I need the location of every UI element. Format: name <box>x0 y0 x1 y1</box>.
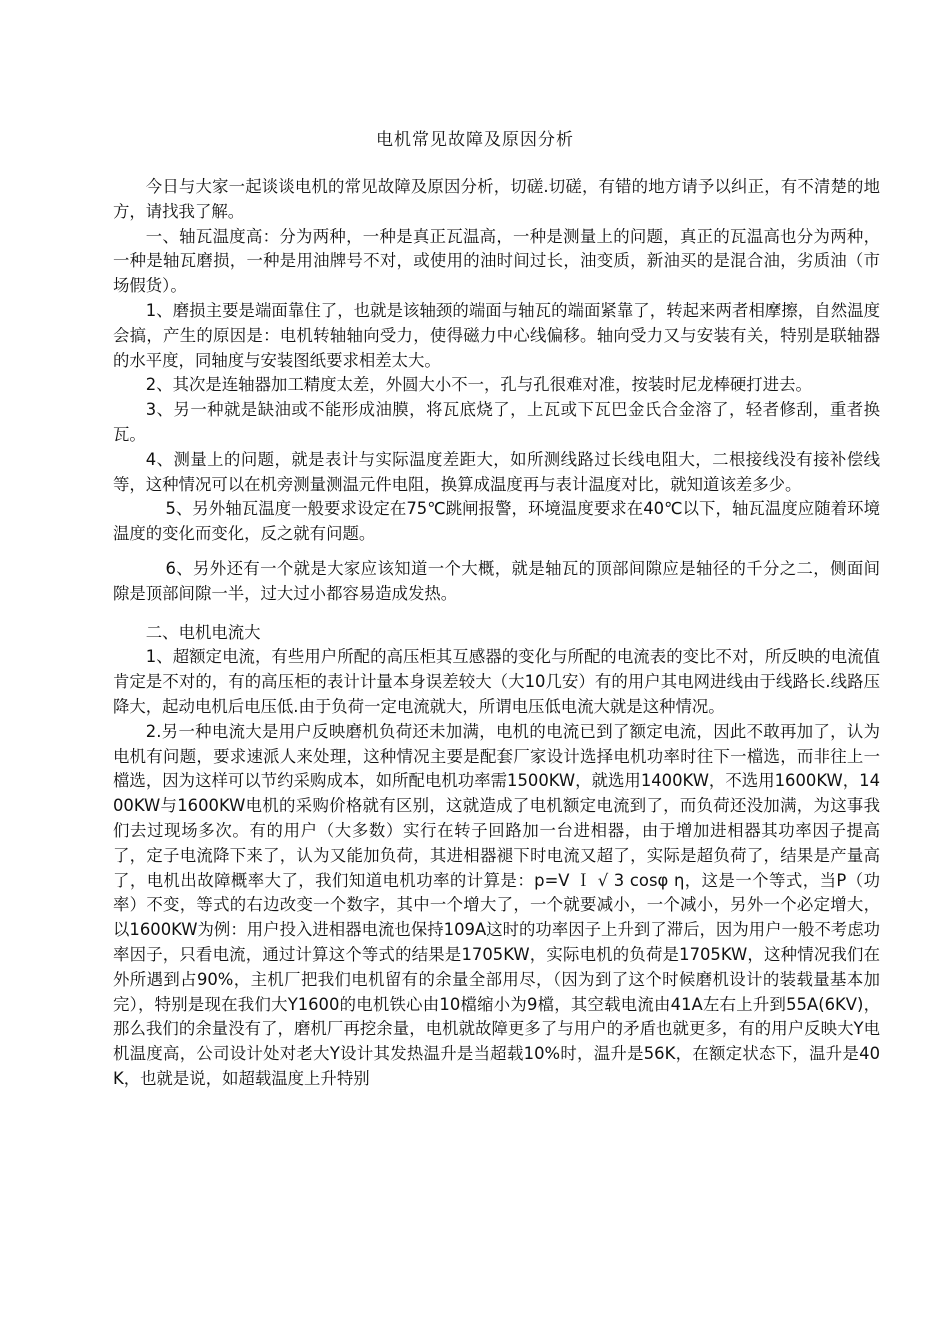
document-title: 电机常见故障及原因分析 <box>376 130 574 150</box>
paragraph-current-1: 1、超额定电流，有些用户所配的高压柜其互感器的变化与所配的电流表的变比不对，所反映的电流值肯定是不对的，有的高压柜的表计计量本身误差较大（大10几安）有的用户其电网进线由于线路长.线路压降大，起动电机后电压低.由于负荷一定电流就大，所谓电压低电流大就是这种情况。 <box>113 647 880 716</box>
paragraph-item-4: 4、测量上的问题，就是表计与实际温度差距大，如所测线路过长线电阻大，二根接线没有接补偿线等，这种情况可以在机旁测量测温元件电阻，换算成温度再与表计温度对比，就知道该差多少。 <box>113 449 880 494</box>
section-2-heading: 二、电机电流大 <box>145 622 261 642</box>
paragraph-item-1: 1、磨损主要是端面靠住了，也就是该轴颈的端面与轴瓦的端面紧靠了，转起来两者相摩擦，自然温度会搞，产生的原因是：电机转轴轴向受力，使得磁力中心线偏移。轴向受力又与安装有关，特别是联轴器的水平度，同轴度与安装图纸要求相差太大。 <box>113 300 880 370</box>
paragraph-section-1-heading: 一、轴瓦温度高：分为两种，一种是真正瓦温高，一种是测量上的问题，真正的瓦温高也分为两种，一种是轴瓦磨损，一种是用油牌号不对，或使用的油时间过长，油变质，新油买的是混合油，劣质油（市场假货）。 <box>113 226 880 296</box>
paragraph-item-5: 5、另外轴瓦温度一般要求设定在75℃跳闸报警，环境温度要求在40℃以下，轴瓦温度应随着环境温度的变化而变化，反之就有问题。 <box>113 499 880 544</box>
document-body <box>113 175 880 1092</box>
paragraph-item-3: 3、另一种就是缺油或不能形成油膜，将瓦底烧了，上瓦或下瓦巴金氏合金溶了，轻者修刮，重者换瓦。 <box>113 400 880 444</box>
paragraph-item-2: 2、其次是连轴器加工精度太差，外圆大小不一，孔与孔很难对准，按装时尼龙棒硬打进去。 <box>145 375 812 395</box>
paragraph-item-6: 6、另外还有一个就是大家应该知道一个大概，就是轴瓦的顶部间隙应是轴径的千分之二，侧面间隙是顶部间隙一半，过大过小都容易造成发热。 <box>113 558 880 603</box>
paragraph-current-2: 2.另一种电流大是用户反映磨机负荷还未加满，电机的电流已到了额定电流，因此不敢再加了，认为电机有问题，要求速派人来处理，这种情况主要是配套厂家设计选择电机功率时往下一檔选，而非往上一檔选，因为这样可以节约采购成本，如所配电机功率需1500KW，就选用1400KW，不选用1600KW，1400KW与1600KW电机的采购价格就有区别，这就造成了电机额定电流到了，而负荷还没加满，为这事我们去过现场多次。有的用户（大多数）实行在转子回路加一台进相器，由于增加进相器其功率因子提高了，定子电流降下来了，认为又能加负荷，其进相器褪下时电流又超了，实际是超负荷了，结果是产量高了，电机出故障概率大了，我们知道电机功率的计算是：p=V Ｉ √ 3 cosφ η，这是一个等式，当P（功率）不变，等式的右边改变一个数字，其中一个增大了，一个就要减小，一个减小，另外一个必定增大，以1600KW为例：用户投入进相器电流也保持109A这时的功率因子上升到了滞后，因为用户一般不考虑功率因子，只看电流，通过计算这个等式的结果是1705KW，实际电机的负荷是1705KW，这种情况我们在外所遇到占90%，主机厂把我们电机留有的余量全部用尽，（因为到了这个时候磨机设计的装载量基本加完），特别是现在我们大Y1600的电机铁心由10檔缩小为9檔，其空载电流由41A左右上升到55A(6KV)，那么我们的余量没有了，磨机厂再挖余量，电机就故障更多了与用户的矛盾也就更多，有的用户反映大Y电机温度高，公司设计处对老大Y设计其发热温升是当超载10%时，温升是56K，在额定状态下，温升是40K，也就是说，如超载温度上升特别 <box>113 721 880 1088</box>
paragraph-intro: 今日与大家一起谈谈电机的常见故障及原因分析，切磋.切磋，有错的地方请予以纠正，有不清楚的地方，请找我了解。 <box>113 177 880 221</box>
